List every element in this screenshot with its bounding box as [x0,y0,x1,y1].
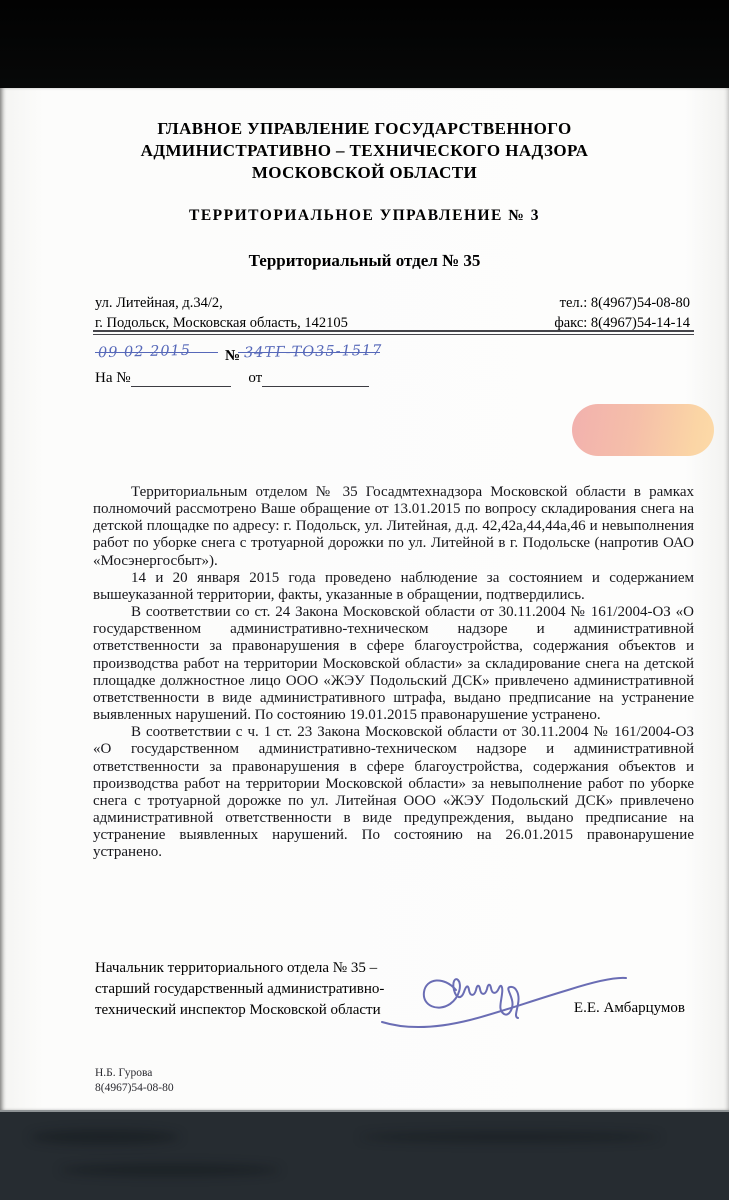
bottom-bar-smudge [360,1132,660,1142]
sender-address-line2: г. Подольск, Московская область, 142105 [95,315,348,331]
org-name-line2: АДМИНИСТРАТИВНО – ТЕХНИЧЕСКОГО НАДЗОРА [140,141,589,160]
date-underline [95,352,218,353]
sender-phone: тел.: 8(4967)54-08-80 [559,295,690,311]
sender-phones [554,293,690,333]
from-label: от [248,370,263,386]
letterhead-divider [93,330,694,335]
letterbox-top-bar [0,0,729,88]
letterbox-bottom-bar [0,1112,729,1200]
paragraph-article24-fine: В соответствии со ст. 24 Закона Московской области от 30.11.2004 № 161/2004-ОЗ «О государственном административно-техническом надзоре и административной ответственности за правонарушения в сфере благоустройства, содержания объектов и производства работ на территории Московской области» за складирование снега на детской площадке должностное лицо ООО «ЖЭУ Подольский ДСК» привлечено административной ответственности в виде административного штрафа, выдано предписание на устранение выявленных нарушений. По состоянию 19.01.2015 правонарушение устранено. [93,604,694,724]
signatory-position-line1: Начальник территориального отдела № 35 – [95,960,378,976]
signatory-position-line2: старший государственный административно- [95,981,385,997]
bottom-bar-smudge [30,1130,180,1144]
from-blank [262,372,369,387]
sender-address [95,293,348,333]
signatory-position [95,958,384,1021]
signatory-position-line3: технический инспектор Московской области [95,1002,381,1018]
addressee-redaction-marker [572,404,714,456]
bottom-bar-smudge [60,1164,280,1176]
executor-block [95,1066,174,1096]
incoming-reference-line [95,370,369,387]
territorial-department-title: ТЕРРИТОРИАЛЬНОЕ УПРАВЛЕНИЕ № 3 [189,207,540,224]
sender-fax: факс: 8(4967)54-14-14 [554,315,690,331]
paragraph-review: Территориальным отделом № 35 Госадмтехнадзора Московской области в рамках полномочий рассмотрено Ваше обращение от 13.01.2015 по вопросу складирования снега на детской площадке по адресу: г. Подольск, ул. Литейная, д.д. 42,42а,44,44а,46 и невыполнения работ по уборке снега с тротуарной дорожки по ул. Литейной в г. Подольске (напротив ОАО «Мосэнергосбыт»). [93,484,694,569]
outgoing-number-handwritten: 34ТГ-ТО35-1517 [243,342,383,362]
on-number-blank [131,372,231,387]
org-name-line1: ГЛАВНОЕ УПРАВЛЕНИЕ ГОСУДАРСТВЕННОГО [157,119,572,138]
outgoing-date-handwritten: 09 02 2015 [97,342,192,362]
paragraph-article23-warning: В соответствии с ч. 1 ст. 23 Закона Московской области от 30.11.2004 № 161/2004-ОЗ «О государственном административно-техническом надзоре и административной ответственности за правонарушения в сфере благоустройства, содержания объектов и производства работ на территории Московской области» за невыполнение работ по уборке снега с тротуарной дорожке по ул. Литейная ООО «ЖЭУ Подольский ДСК» привлечено административной ответственности в виде предупреждения, выдано предписание на устранение выявленных нарушений. По состоянию на 26.01.2015 правонарушение устранено. [93,724,694,861]
letter-body [93,484,694,861]
signatory-name: Е.Е. Амбарцумов [573,1000,685,1016]
sender-address-line1: ул. Литейная, д.34/2, [95,295,223,311]
executor-phone: 8(4967)54-08-80 [95,1082,174,1094]
executor-name: Н.Б. Гурова [95,1067,153,1079]
paragraph-observation: 14 и 20 января 2015 года проведено наблюдение за состоянием и содержанием вышеуказанной территории, факты, указанные в обращении, подтвердились. [93,569,694,603]
on-number-label: На № [95,370,131,386]
number-underline [238,352,380,353]
org-name-line3: МОСКОВСКОЙ ОБЛАСТИ [251,163,478,182]
territorial-division-title: Территориальный отдел № 35 [248,251,481,270]
number-sign-label: № [225,348,241,364]
